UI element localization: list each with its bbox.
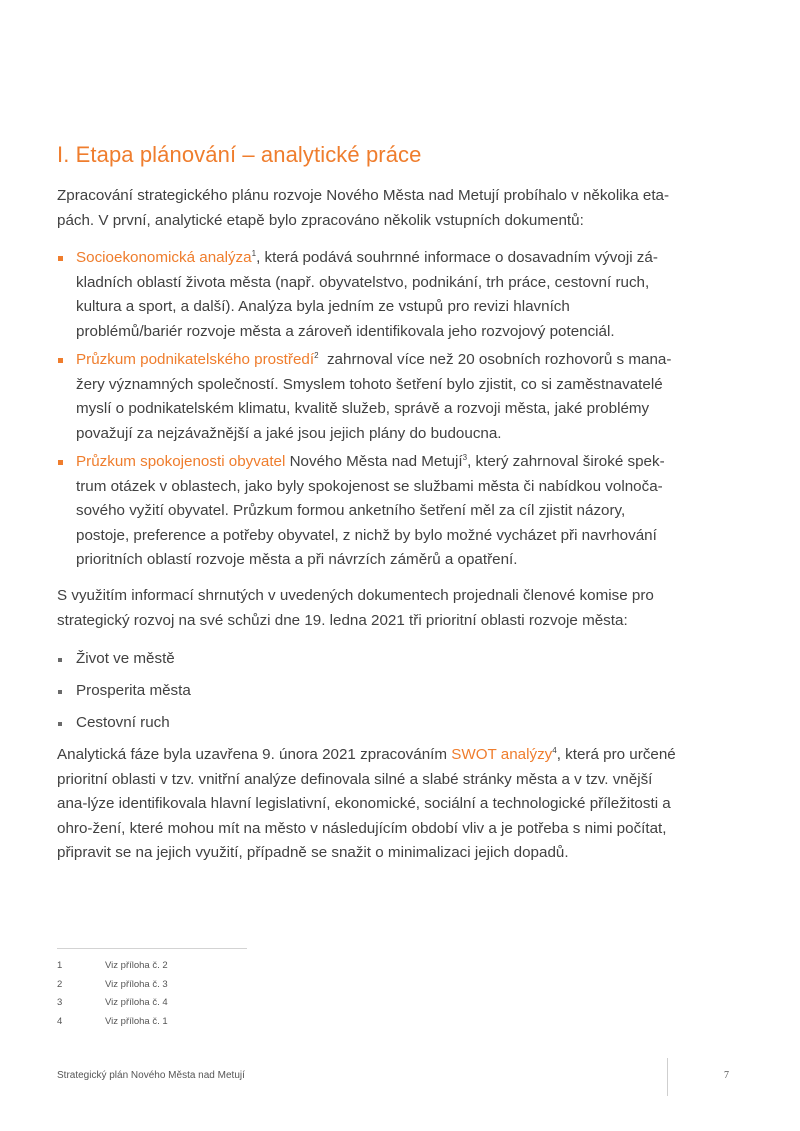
footnote-divider (57, 948, 247, 949)
footnote-ref[interactable]: 1 (251, 249, 257, 258)
document-item-citizen-survey (57, 450, 677, 573)
document-item-business-survey (57, 348, 677, 446)
socioeconomic-analysis-link[interactable]: Socioekonomická analýza (76, 249, 252, 266)
footnote-number: 4 (57, 1016, 63, 1028)
page-number: 7 (724, 1070, 729, 1081)
business-survey-link[interactable]: Průzkum podnikatelského prostředí (76, 351, 315, 368)
intro-paragraph: Zpracování strategického plánu rozvoje Nového Města nad Metují probíhalo v několika eta-pách. V první, analytické etapě bylo zpracováno několik vstupních dokumentů: (57, 187, 670, 229)
document-subject: Nového Města nad Metují (285, 453, 463, 470)
closing-paragraph (57, 743, 677, 866)
footnote-item (57, 994, 168, 1013)
citizen-survey-link[interactable]: Průzkum spokojenosti obyvatel (76, 453, 286, 470)
priority-area-item: Cestovní ruch (57, 711, 677, 736)
footnote-text: Viz příloha č. 3 (105, 978, 168, 990)
footnote-ref[interactable]: 4 (552, 746, 557, 755)
commission-paragraph: S využitím informací shrnutých v uvedených dokumentech projednali členové komise pro strategický rozvoj na své schůzi dne 19. ledna 2021 tři prioritní oblasti rozvoje města: (57, 587, 654, 629)
priority-areas-list (57, 647, 677, 736)
document-item-socioeconomic-analysis (57, 246, 677, 344)
footnote-item (57, 1013, 168, 1032)
footnote-ref[interactable]: 2 (314, 351, 319, 360)
page-title: I. Etapa plánování – analytické práce (57, 142, 422, 167)
footnote-text: Viz příloha č. 2 (105, 960, 168, 971)
footer-document-title: Strategický plán Nového Města nad Metují (57, 1070, 245, 1081)
input-documents-list (57, 246, 677, 573)
footnote-item (57, 957, 168, 976)
footnote-text: Viz příloha č. 4 (105, 997, 168, 1009)
footnote-number: 2 (57, 978, 63, 990)
footer-divider (667, 1058, 668, 1096)
footnote-item (57, 976, 168, 995)
swot-analysis-link[interactable]: SWOT analýzy (451, 746, 553, 763)
footnote-number: 3 (57, 997, 63, 1009)
closing-text-end: , která pro určené prioritní oblasti v tzv. vnitřní analýze definovala silné a slabé stránky města a v tzv. vnější ana-lýze identifikovala hlavní legislativní, ekonomické, sociální a technologické příležitosti a ohro-žení, které mohou mít na město v následujícím období vliv a je potřeba s nimi počítat, připravit se na jejich využití, případně se snažit o minimalizaci jejich dopadů. (57, 746, 676, 861)
priority-area-item: Život ve městě (57, 647, 677, 672)
footnote-text: Viz příloha č. 1 (105, 1016, 168, 1028)
footnotes-list (57, 957, 168, 1032)
closing-text-start: Analytická fáze byla uzavřena 9. února 2021 zpracováním (57, 746, 452, 763)
footnote-ref[interactable]: 3 (462, 453, 468, 462)
priority-area-item: Prosperita města (57, 679, 677, 704)
document-description: zahrnoval více než 20 osobních rozhovorů s mana-žery významných společností. Smyslem tohoto šetření bylo zjistit, co si zaměstnavatelé myslí o podnikatelském klimatu, kvalitě služeb, správě a rozvoji města, jaké problémy považují za nejzávažnější a jaké jsou jejich plány do budoucna. (76, 351, 672, 442)
footnote-number: 1 (57, 960, 63, 971)
document-description: , která podává souhrnné informace o dosavadním vývoji zá-kladních oblastí života města (např. obyvatelstvo, podnikání, trh práce, cestovní ruch, kultura a sport, a další). Analýza byla jedním ze vstupů pro revizi hlavních problémů/bariér rozvoje města a zároveň identifikovala jeho rozvojový potenciál. (76, 249, 658, 340)
document-description: , který zahrnoval široké spek-trum otázek v oblastech, jako byly spokojenost se službami města či nabídkou volnoča-sového vyžití obyvatel. Průzkum formou anketního šetření měl za cíl zjistit názory, postoje, preference a potřeby obyvatel, z nichž by bylo možné vycházet při navrhování prioritních oblastí rozvoje města a při návrzích záměrů a opatření. (76, 453, 665, 568)
